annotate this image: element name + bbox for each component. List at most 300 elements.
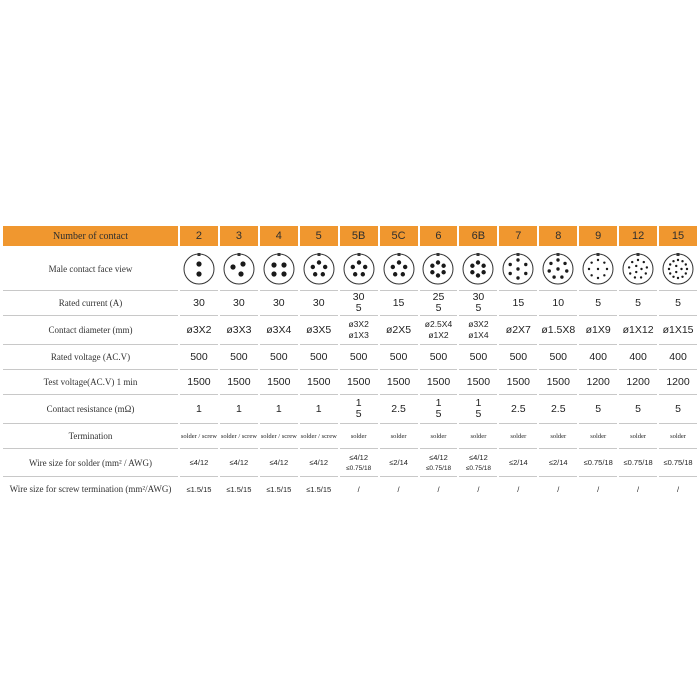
- value-cell: [220, 449, 258, 477]
- contact-pin: [634, 276, 636, 278]
- value-text: 25: [432, 291, 445, 303]
- contact-pin: [643, 261, 645, 263]
- value-text: /: [397, 484, 400, 494]
- value-text: ≤2/14: [389, 458, 408, 467]
- value-cell: [459, 291, 497, 316]
- value-cell: [420, 345, 458, 370]
- contact-pin: [517, 267, 520, 270]
- contact-pin: [672, 276, 674, 278]
- value-text: 1: [355, 397, 362, 409]
- value-text: ≤1.5/15: [306, 484, 332, 494]
- value-text: 400: [669, 350, 687, 363]
- value-text: 500: [429, 350, 448, 363]
- value-cell: [300, 345, 338, 370]
- value-text: 1500: [426, 375, 451, 388]
- contact-pin: [591, 274, 593, 276]
- face-cell: [619, 248, 657, 291]
- contact-pin: [281, 262, 286, 267]
- value-cell: [499, 449, 537, 477]
- value-text: 1200: [586, 375, 610, 388]
- value-cell: [539, 424, 577, 449]
- value-cell: [420, 291, 458, 316]
- value-cell: [659, 316, 697, 345]
- contact-pin: [550, 262, 553, 265]
- value-cell: [499, 395, 537, 424]
- value-text: ø3X3: [226, 323, 252, 336]
- contact-pin: [668, 268, 670, 270]
- contact-pin: [310, 265, 314, 269]
- value-cell: [300, 449, 338, 477]
- value-cell: [340, 477, 378, 501]
- value-cell: [380, 291, 418, 316]
- value-cell: [180, 477, 218, 501]
- contact-face-icon: [262, 252, 296, 286]
- connector-spec-table: [1, 226, 699, 501]
- value-cell: [300, 316, 338, 345]
- value-text: ≤4/12: [349, 452, 368, 462]
- contact-pin: [517, 276, 520, 279]
- value-text: ≤0.75/18: [425, 464, 452, 472]
- contact-pin: [431, 270, 435, 274]
- value-cell: [340, 449, 378, 477]
- face-cell: [459, 248, 497, 291]
- contact-pin: [553, 275, 556, 278]
- value-text: ø1X12: [622, 323, 654, 336]
- row-label: Contact diameter (mm): [3, 316, 178, 345]
- value-cell: [539, 449, 577, 477]
- contact-pin: [436, 260, 440, 264]
- face-cell: [300, 248, 338, 291]
- value-text: ø3X2: [348, 319, 369, 329]
- row-label: Termination: [3, 424, 178, 449]
- value-cell: [180, 370, 218, 395]
- screw-wire-row: [3, 477, 697, 501]
- value-text: 1500: [187, 375, 211, 388]
- value-cell: [499, 345, 537, 370]
- value-cell: [579, 477, 617, 501]
- value-text: /: [597, 484, 600, 494]
- value-text: /: [357, 484, 360, 494]
- contact-pin: [238, 271, 243, 276]
- value-text: ø1X2: [428, 330, 449, 340]
- contact-pin: [271, 262, 276, 267]
- test-voltage-row: [3, 370, 697, 395]
- value-cell: [180, 449, 218, 477]
- value-cell: [459, 424, 497, 449]
- value-cell: [539, 395, 577, 424]
- column-header: 12: [619, 226, 657, 248]
- value-text: 500: [549, 350, 568, 363]
- contact-pin: [680, 268, 682, 270]
- value-text: 30: [193, 296, 205, 309]
- value-cell: [579, 449, 617, 477]
- value-cell: [539, 345, 577, 370]
- value-cell: [499, 291, 537, 316]
- value-text: 1: [435, 397, 442, 409]
- value-cell: [340, 395, 378, 424]
- contact-pin: [356, 260, 360, 264]
- value-text: ø1X3: [348, 330, 369, 340]
- value-cell: [420, 316, 458, 345]
- value-text: /: [437, 484, 440, 494]
- value-cell: [300, 395, 338, 424]
- value-text: 5: [635, 402, 642, 415]
- contact-pin: [564, 262, 567, 265]
- value-text: 1500: [227, 375, 251, 388]
- value-text: 500: [509, 350, 528, 363]
- value-cell: [340, 345, 378, 370]
- value-text: 30: [233, 296, 245, 309]
- contact-face-icon: [222, 252, 256, 286]
- contact-pin: [509, 263, 512, 266]
- value-cell: [260, 316, 298, 345]
- value-text: solder: [390, 432, 407, 440]
- contact-face-icon: [421, 252, 455, 286]
- value-cell: [220, 316, 258, 345]
- contact-pin: [597, 268, 599, 270]
- contact-pin: [681, 260, 683, 262]
- value-text: ≤1.5/15: [266, 484, 292, 494]
- value-cell: [380, 395, 418, 424]
- contact-pin: [350, 265, 354, 269]
- value-cell: [499, 370, 537, 395]
- contact-face-icon: [461, 252, 495, 286]
- value-cell: [180, 395, 218, 424]
- contact-pin: [672, 260, 674, 262]
- face-cell: [180, 248, 218, 291]
- value-cell: [619, 291, 657, 316]
- value-text: 1: [196, 402, 202, 415]
- contact-pin: [603, 261, 605, 263]
- value-text: ≤0.75/18: [583, 458, 613, 467]
- contact-pin: [646, 266, 648, 268]
- contact-pin: [635, 265, 637, 267]
- value-text: solder: [470, 432, 487, 440]
- contact-pin: [431, 264, 435, 268]
- value-text: 500: [270, 350, 288, 363]
- value-cell: [220, 477, 258, 501]
- value-text: 5: [355, 302, 362, 314]
- contact-pin: [524, 272, 527, 275]
- value-text: 500: [190, 350, 208, 363]
- contact-pin: [323, 265, 327, 269]
- contact-pin: [400, 272, 404, 276]
- contact-pin: [606, 268, 608, 270]
- contact-pin: [591, 261, 593, 263]
- value-cell: [300, 291, 338, 316]
- column-header: 15: [659, 226, 697, 248]
- contact-pin: [403, 265, 407, 269]
- contact-pin: [557, 267, 560, 270]
- face-cell: [659, 248, 697, 291]
- column-header: 3: [220, 226, 258, 248]
- value-cell: [180, 424, 218, 449]
- value-cell: [220, 370, 258, 395]
- value-text: ≤4/12: [229, 458, 249, 467]
- value-cell: [220, 424, 258, 449]
- value-text: /: [517, 484, 520, 494]
- contact-pin: [635, 271, 637, 273]
- contact-face-icon: [501, 252, 535, 286]
- value-text: 30: [272, 296, 285, 309]
- value-cell: [459, 449, 497, 477]
- value-cell: [619, 424, 657, 449]
- value-cell: [420, 395, 458, 424]
- row-label: Contact resistance (mΩ): [3, 395, 178, 424]
- rated-voltage-row: [3, 345, 697, 370]
- contact-pin: [320, 272, 324, 276]
- value-cell: [300, 477, 338, 501]
- value-text: 1500: [346, 375, 371, 388]
- contact-face-icon: [302, 252, 336, 286]
- value-text: 1500: [506, 375, 531, 388]
- value-cell: [659, 291, 697, 316]
- value-text: ø1X15: [662, 323, 694, 336]
- contact-pin: [436, 273, 440, 277]
- value-text: solder / screw: [300, 432, 337, 440]
- value-text: 15: [392, 296, 405, 309]
- contact-pin: [476, 273, 480, 277]
- value-cell: [579, 395, 617, 424]
- value-cell: [260, 449, 298, 477]
- value-text: 5: [475, 302, 482, 314]
- contact-face-icon: [342, 252, 376, 286]
- value-text: ≤0.75/18: [465, 464, 492, 472]
- header-row: [3, 226, 697, 248]
- value-text: ø2X7: [505, 323, 531, 336]
- value-text: 30: [472, 291, 485, 303]
- value-text: 1200: [666, 375, 690, 388]
- contact-pin: [685, 263, 687, 265]
- value-text: 1500: [546, 375, 570, 388]
- value-text: 500: [349, 350, 368, 363]
- value-text: ø2.5X4: [424, 319, 453, 329]
- value-text: solder / screw: [220, 432, 257, 440]
- value-text: 2.5: [550, 402, 566, 415]
- value-cell: [579, 345, 617, 370]
- contact-pin: [603, 274, 605, 276]
- value-text: ≤0.75/18: [346, 464, 372, 472]
- value-text: 500: [469, 350, 488, 363]
- value-cell: [659, 424, 697, 449]
- value-cell: [539, 370, 577, 395]
- value-text: 1: [235, 402, 242, 415]
- column-header: 4: [260, 226, 298, 248]
- contact-pin: [517, 258, 520, 261]
- value-cell: [499, 424, 537, 449]
- value-cell: [619, 316, 657, 345]
- value-text: 400: [589, 350, 607, 363]
- value-cell: [539, 477, 577, 501]
- value-cell: [619, 477, 657, 501]
- value-cell: [380, 424, 418, 449]
- value-cell: [459, 345, 497, 370]
- face-cell: [539, 248, 577, 291]
- value-cell: [260, 291, 298, 316]
- contact-pin: [281, 271, 286, 276]
- value-cell: [300, 370, 338, 395]
- contact-pin: [686, 268, 688, 270]
- contact-pin: [560, 275, 563, 278]
- column-header: 9: [579, 226, 617, 248]
- value-text: /: [676, 484, 680, 494]
- value-cell: [499, 316, 537, 345]
- face-cell: [499, 248, 537, 291]
- contact-face-icon: [382, 252, 416, 286]
- value-cell: [220, 395, 258, 424]
- contact-pin: [675, 271, 677, 273]
- value-cell: [220, 291, 258, 316]
- contact-pin: [675, 265, 677, 267]
- contact-pin: [509, 272, 512, 275]
- contact-pin: [669, 272, 671, 274]
- contact-pin: [482, 264, 486, 268]
- value-text: 500: [230, 350, 248, 363]
- contact-pin: [476, 260, 480, 264]
- contact-pin: [588, 268, 590, 270]
- solder-wire-row: [3, 449, 697, 477]
- value-cell: [380, 316, 418, 345]
- contact-pin: [317, 260, 321, 264]
- value-cell: [659, 477, 697, 501]
- value-text: 5: [635, 296, 642, 309]
- value-cell: [619, 370, 657, 395]
- value-cell: [340, 316, 378, 345]
- value-text: 5: [675, 296, 681, 309]
- contact-pin: [640, 276, 642, 278]
- value-cell: [420, 477, 458, 501]
- contact-pin: [669, 263, 671, 265]
- value-cell: [260, 370, 298, 395]
- contact-pin: [271, 271, 276, 276]
- value-text: ≤0.75/18: [623, 458, 653, 467]
- value-text: ≤0.75/18: [663, 458, 693, 467]
- value-text: 30: [352, 291, 365, 303]
- value-text: ≤1.5/15: [186, 484, 212, 494]
- value-text: 500: [389, 350, 408, 363]
- contact-pin: [557, 258, 560, 261]
- value-text: 1500: [267, 375, 291, 388]
- value-text: ø3X5: [306, 323, 332, 336]
- value-text: 5: [355, 408, 362, 420]
- contact-pin: [393, 272, 397, 276]
- column-header: 6B: [459, 226, 497, 248]
- value-cell: [180, 345, 218, 370]
- value-cell: [260, 345, 298, 370]
- row-label: Rated voltage (AC.V): [3, 345, 178, 370]
- value-text: 5: [675, 402, 681, 415]
- value-text: ≤4/12: [189, 458, 209, 467]
- column-header: 2: [180, 226, 218, 248]
- value-cell: [659, 395, 697, 424]
- contact-pin: [681, 276, 683, 278]
- value-text: solder / screw: [180, 432, 218, 440]
- value-text: ≤4/12: [469, 452, 488, 462]
- value-cell: [539, 316, 577, 345]
- value-cell: [659, 370, 697, 395]
- contact-face-icon: [541, 252, 575, 286]
- value-text: solder: [510, 432, 527, 440]
- value-cell: [300, 424, 338, 449]
- contact-pin: [597, 277, 599, 279]
- face-cell: [340, 248, 378, 291]
- value-text: 2.5: [511, 402, 526, 415]
- value-text: 30: [312, 296, 325, 309]
- row-label: Rated current (A): [3, 291, 178, 316]
- value-cell: [420, 449, 458, 477]
- value-text: 1500: [386, 375, 411, 388]
- row-label: Wire size for solder (mm² / AWG): [3, 449, 178, 477]
- value-text: 1: [275, 402, 282, 415]
- value-cell: [380, 449, 418, 477]
- value-cell: [579, 424, 617, 449]
- value-text: 5: [435, 408, 442, 420]
- value-text: 5: [435, 302, 442, 314]
- contact-pin: [471, 264, 475, 268]
- value-text: solder: [590, 432, 607, 440]
- value-text: solder: [350, 432, 367, 440]
- value-text: solder: [430, 432, 447, 440]
- contact-pin: [565, 269, 568, 272]
- value-cell: [180, 291, 218, 316]
- face-cell: [420, 248, 458, 291]
- value-cell: [459, 477, 497, 501]
- contact-face-icon: [581, 252, 615, 286]
- contact-pin: [196, 271, 201, 276]
- value-text: 1: [475, 397, 482, 409]
- contact-diameter-row: [3, 316, 697, 345]
- value-text: 15: [512, 296, 525, 309]
- value-cell: [579, 316, 617, 345]
- value-text: ≤4/12: [429, 452, 448, 462]
- value-cell: [499, 477, 537, 501]
- contact-pin: [353, 272, 357, 276]
- value-cell: [619, 345, 657, 370]
- value-text: 10: [552, 296, 565, 309]
- face-cell: [380, 248, 418, 291]
- contact-pin: [597, 259, 599, 261]
- value-text: /: [637, 484, 640, 494]
- value-text: solder: [630, 432, 647, 440]
- contact-pin: [396, 260, 400, 264]
- value-text: solder: [670, 432, 686, 440]
- contact-pin: [196, 261, 201, 266]
- value-cell: [340, 370, 378, 395]
- value-cell: [459, 395, 497, 424]
- value-text: 1200: [626, 375, 650, 388]
- column-header: 5B: [340, 226, 378, 248]
- value-text: /: [477, 484, 480, 494]
- value-text: 1500: [307, 375, 331, 388]
- contact-pin: [548, 269, 551, 272]
- contact-pin: [677, 277, 679, 279]
- column-header: 7: [499, 226, 537, 248]
- column-header: 5: [300, 226, 338, 248]
- value-text: ø3X4: [266, 323, 292, 336]
- face-cell: [220, 248, 258, 291]
- contact-pin: [482, 270, 486, 274]
- value-text: ≤1.5/15: [226, 484, 252, 494]
- face-cell: [579, 248, 617, 291]
- value-cell: [260, 395, 298, 424]
- value-cell: [659, 449, 697, 477]
- value-cell: [420, 370, 458, 395]
- value-cell: [220, 345, 258, 370]
- value-cell: [420, 424, 458, 449]
- value-cell: [579, 370, 617, 395]
- contact-pin: [640, 268, 642, 270]
- contact-pin: [637, 259, 639, 261]
